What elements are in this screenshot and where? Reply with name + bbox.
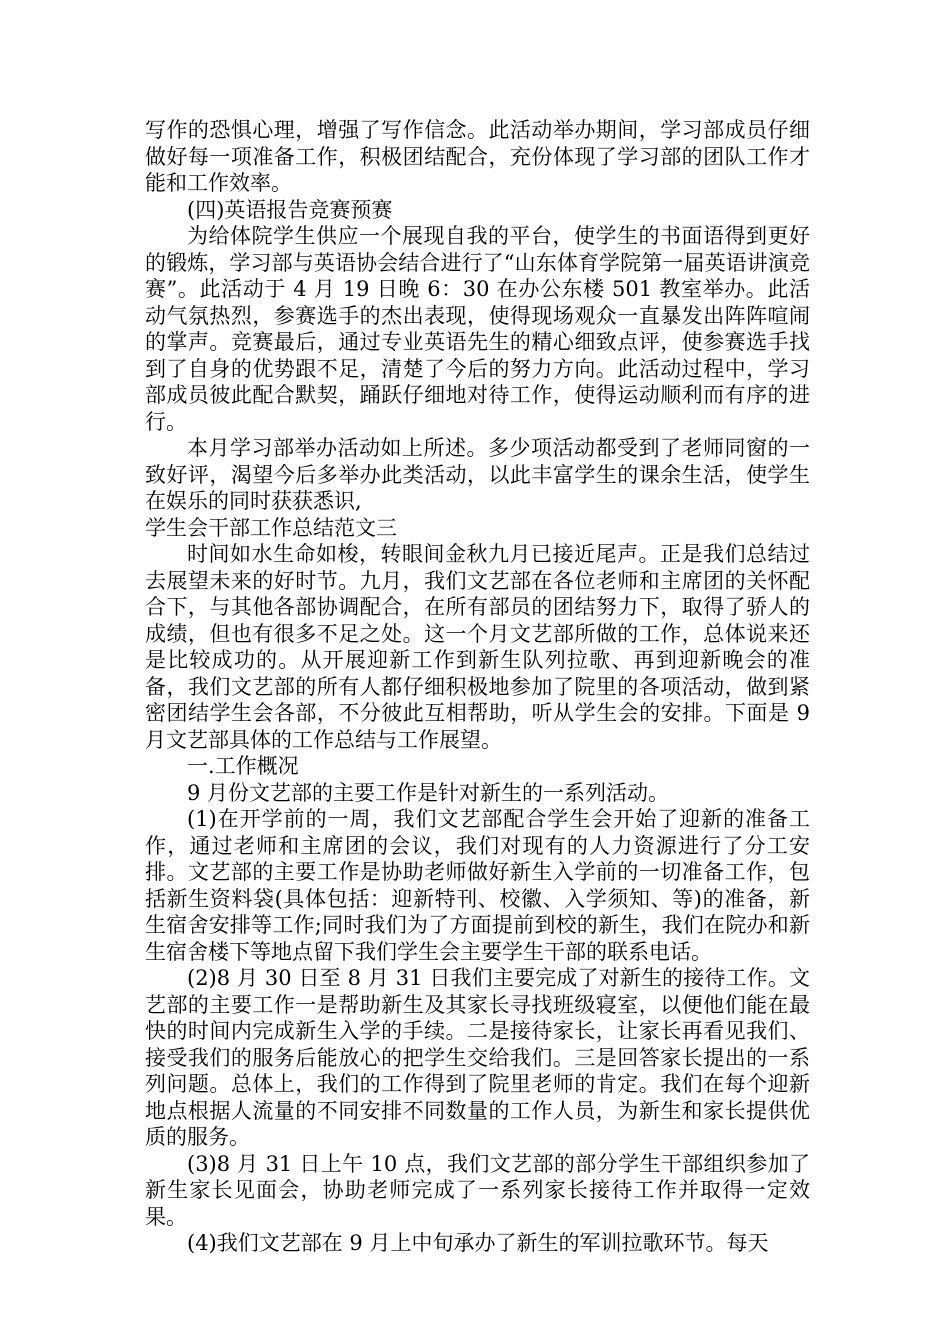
article-title: 学生会干部工作总结范文三: [145, 515, 397, 540]
section-heading-english-contest: (四)英语报告竞赛预赛: [187, 197, 393, 222]
list-item-1: (1)在开学前的一周，我们文艺部配合学生会开始了迎新的准备工作，通过老师和主席团的会议，我们对现有的人力资源进行了分工安排。文艺部的主要工作是协助老师做好新生入学前的一切准备工作，包括新生资料袋(具体包括：迎新特刊、校徽、入学须知、等)的准备，新生宿舍安排等工作;同时我们为了方面提前到校的新生，我们在院办和新生宿舍楼下等地点留下我们学生会主要学生干部的联系电话。: [145, 807, 810, 964]
list-item-3: (3)8 月 31 日上午 10 点，我们文艺部的部分学生干部组织参加了新生家长见面会，协助老师完成了一系列家长接待工作并取得一定效果。: [145, 1151, 810, 1229]
paragraph-overview: 9 月份文艺部的主要工作是针对新生的一系列活动。: [187, 780, 670, 805]
list-item-4: (4)我们文艺部在 9 月上中旬承办了新生的军训拉歌环节。每天: [187, 1231, 769, 1255]
paragraph-english-contest: 为给体院学生供应一个展现自我的平台，使学生的书面语得到更好的锻炼，学习部与英语协会结合进行了“山东体育学院第一届英语讲演竞赛”。此活动于 4 月 19 日晚 6：30 在办公东楼 501 教室举办。此活动气氛热烈，参赛选手的杰出表现，使得现场观众一直暴发出阵阵喧闹的掌声。竞赛最后，通过专业英语先生的精心细致点评，使参赛选手找到了自身的优势跟不足，清楚了今后的努力方向。此活动过程中，学习部成员彼此配合默契，踊跃仔细地对待工作，使得运动顺利而有序的进行。: [145, 224, 810, 434]
list-item-2: (2)8 月 30 日至 8 月 31 日我们主要完成了对新生的接待工作。文艺部的主要工作一是帮助新生及其家长寻找班级寝室，以便他们能在最快的时间内完成新生入学的手续。二是接待家长，让家长再看见我们、接受我们的服务后能放心的把学生交给我们。三是回答家长提出的一系列问题。总体上，我们的工作得到了院里老师的肯定。我们在每个迎新地点根据人流量的不同安排不同数量的工作人员，为新生和家长提供优质的服务。: [145, 966, 810, 1149]
document-body: [145, 117, 810, 1257]
paragraph-1: 写作的恐惧心理，增强了写作信念。此活动举办期间，学习部成员仔细做好每一项准备工作，积极团结配合，充份体现了学习部的团队工作才能和工作效率。: [145, 118, 810, 195]
paragraph-intro: 时间如水生命如梭，转眼间金秋九月已接近尾声。正是我们总结过去展望未来的好时节。九月，我们文艺部在各位老师和主席团的关怀配合下，与其他各部协调配合，在所有部员的团结努力下，取得了骄人的成绩，但也有很多不足之处。这一个月文艺部所做的工作，总体说来还是比较成功的。从开展迎新工作到新生队列拉歌、再到迎新晚会的准备，我们文艺部的所有人都仔细积极地参加了院里的各项活动，做到紧密团结学生会各部，不分彼此互相帮助，听从学生会的安排。下面是 9 月文艺部具体的工作总结与工作展望。: [145, 542, 810, 752]
paragraph-month-summary: 本月学习部举办活动如上所述。多少项活动都受到了老师同窗的一致好评，渴望今后多举办此类活动，以此丰富学生的课余生活，使学生在娱乐的同时获获悉识,: [145, 436, 810, 513]
section-heading-overview: 一.工作概况: [187, 754, 299, 778]
